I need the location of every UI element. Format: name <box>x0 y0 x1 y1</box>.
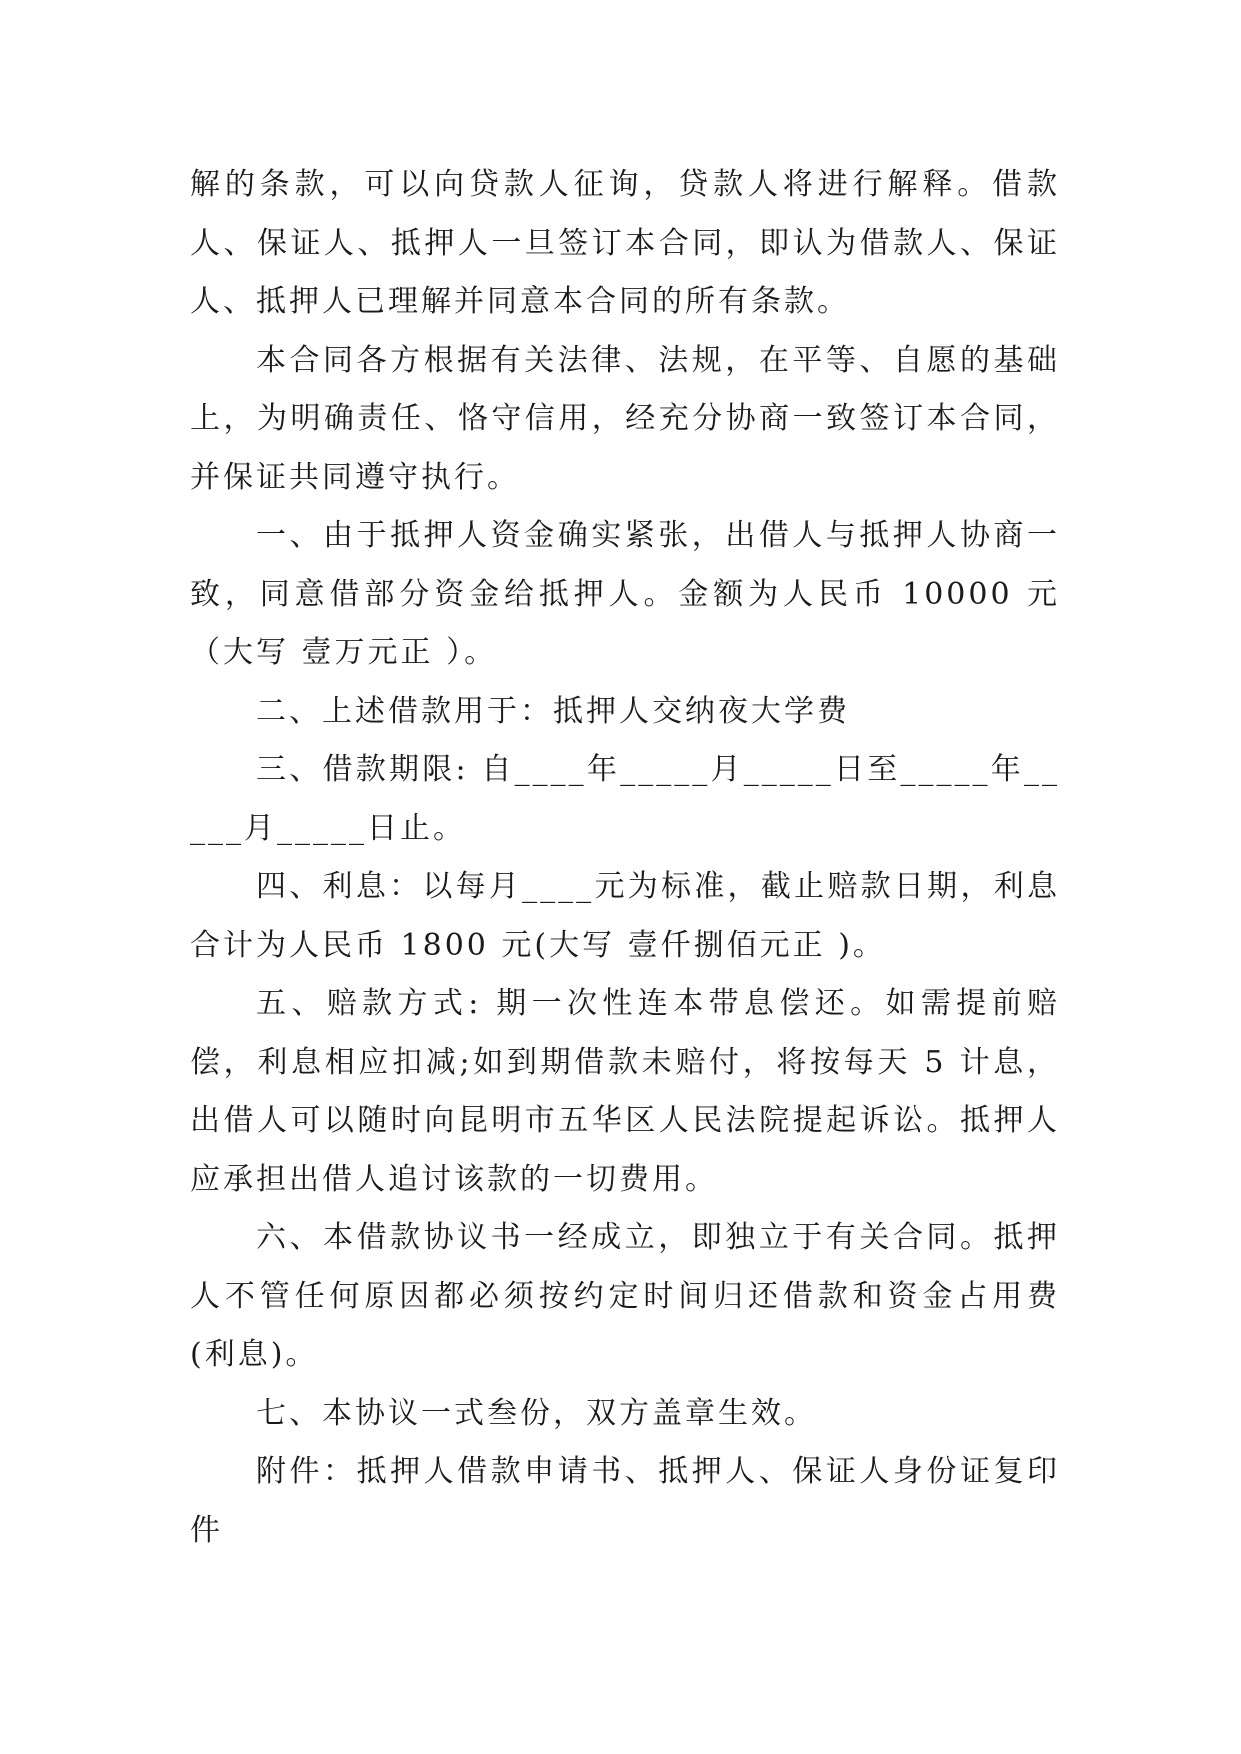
clause-4-interest: 四、利息：以每月____元为标准，截止赔款日期，利息合计为人民币 1800 元(大写 壹仟捌佰元正 )。 <box>190 869 1060 963</box>
clause-5-repayment: 五、赔款方式: 期一次性连本带息偿还。如需提前赔偿，利息相应扣减;如到期借款未赔付，将按每天 5 计息，出借人可以随时向昆明市五华区人民法院提起诉讼。抵押人应承担出借人追讨该款的一切费用。 <box>190 986 1060 1197</box>
attachments-note: 附件：抵押人借款申请书、抵押人、保证人身份证复印件 <box>190 1454 1060 1548</box>
clause-3-loan-term: 三、借款期限: 自____年_____月_____日至_____年_____月_____日止。 <box>190 752 1060 846</box>
clause-6-independence: 六、本借款协议书一经成立，即独立于有关合同。抵押人不管任何原因都必须按约定时间归还借款和资金占用费(利息)。 <box>190 1220 1060 1372</box>
document-body <box>190 156 1060 1560</box>
clause-1-loan-amount: 一、由于抵押人资金确实紧张，出借人与抵押人协商一致，同意借部分资金给抵押人。金额为人民币 10000 元（大写 壹万元正 ）。 <box>190 518 1060 670</box>
paragraph-continuation: 解的条款，可以向贷款人征询，贷款人将进行解释。借款人、保证人、抵押人一旦签订本合同，即认为借款人、保证人、抵押人已理解并同意本合同的所有条款。 <box>190 167 1060 319</box>
paragraph-preamble: 本合同各方根据有关法律、法规，在平等、自愿的基础上，为明确责任、恪守信用，经充分协商一致签订本合同，并保证共同遵守执行。 <box>190 342 1060 495</box>
clause-2-loan-purpose: 二、上述借款用于：抵押人交纳夜大学费 <box>256 693 850 729</box>
clause-7-copies: 七、本协议一式叁份，双方盖章生效。 <box>256 1395 817 1431</box>
